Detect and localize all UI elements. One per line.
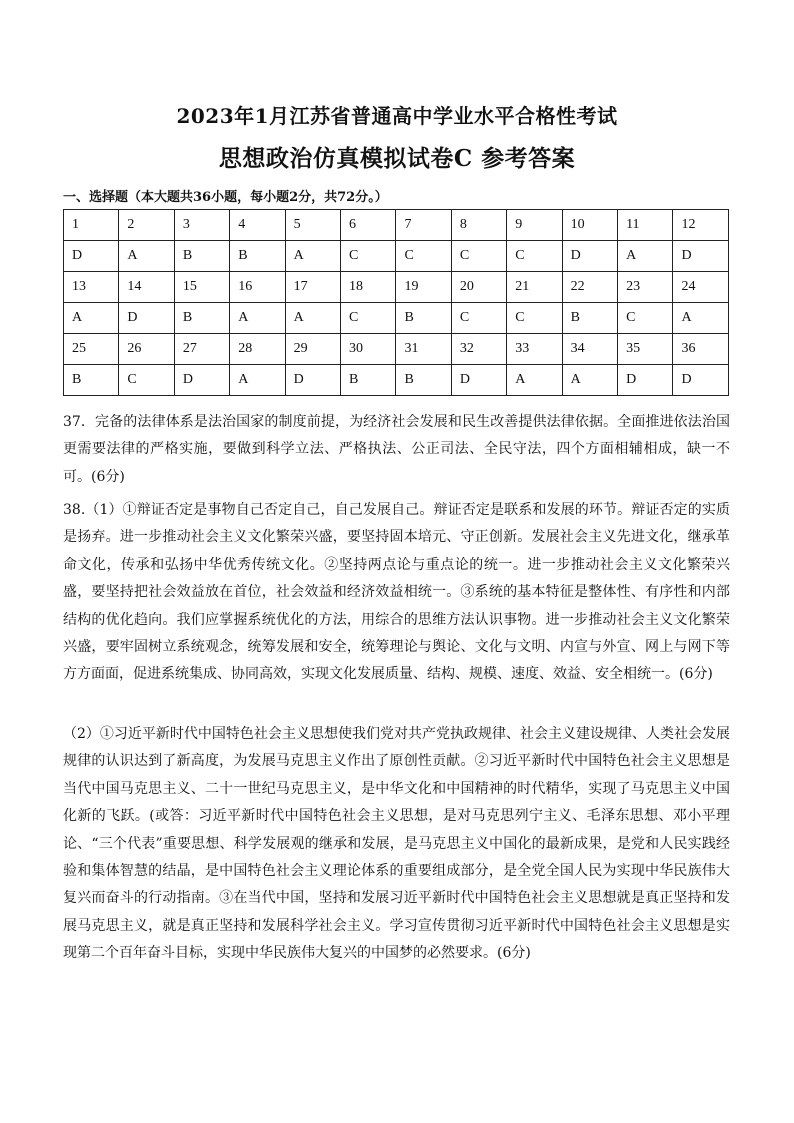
question-number-cell: 25 bbox=[64, 334, 119, 365]
answer-letter-cell: A bbox=[618, 241, 673, 272]
answer-letter-cell: A bbox=[119, 241, 174, 272]
answer-letter-cell: D bbox=[673, 241, 729, 272]
answer-letter-cell: B bbox=[64, 365, 119, 396]
answer-letter-cell: C bbox=[618, 303, 673, 334]
question-number-cell: 15 bbox=[174, 272, 229, 303]
question-number-cell: 17 bbox=[285, 272, 340, 303]
answer-letter-cell: B bbox=[230, 241, 285, 272]
answer-q38-part1: 38.（1）①辩证否定是事物自己否定自己，自己发展自己。辩证否定是联系和发展的环节。辩证否定的实质是扬弃。进一步推动社会主义文化繁荣兴盛，要坚持固本培元、守正创新。发展社会主义先进文化，继承革命文化，传承和弘扬中华优秀传统文化。②坚持两点论与重点论的统一。进一步推动社会主义文化繁荣兴盛，要坚持把社会效益放在首位，社会效益和经济效益相统一。③系统的基本特征是整体性、有序性和内部结构的优化趋向。我们应掌握系统优化的方法，用综合的思维方法认识事物。进一步推动社会主义文化繁荣兴盛，要牢固树立系统观念，统筹发展和安全，统筹理论与舆论、文化与文明、内宣与外宣、网上与网下等方方面面，促进系统集成、协同高效，实现文化发展质量、结构、规模、速度、效益、安全相统一。(6分) bbox=[63, 502, 730, 683]
section-heading-multiple-choice: 一、选择题（本大题共36小题，每小题2分，共72分。） bbox=[63, 190, 388, 205]
question-number-cell: 10 bbox=[562, 210, 617, 241]
question-number-cell: 24 bbox=[673, 272, 729, 303]
answer-letter-cell: A bbox=[285, 303, 340, 334]
answer-letter-cell: C bbox=[507, 303, 562, 334]
question-number-cell: 2 bbox=[119, 210, 174, 241]
question-number-cell: 1 bbox=[64, 210, 119, 241]
answer-letter-cell: B bbox=[174, 241, 229, 272]
answer-letter-cell: B bbox=[341, 365, 396, 396]
question-number-row bbox=[64, 334, 729, 365]
answer-letter-cell: A bbox=[230, 303, 285, 334]
answer-letter-cell: D bbox=[174, 365, 229, 396]
answer-letter-cell: C bbox=[341, 241, 396, 272]
question-number-cell: 13 bbox=[64, 272, 119, 303]
question-number-cell: 5 bbox=[285, 210, 340, 241]
question-number-cell: 12 bbox=[673, 210, 729, 241]
question-number-cell: 9 bbox=[507, 210, 562, 241]
answer-letter-cell: A bbox=[673, 303, 729, 334]
answer-letter-cell: D bbox=[285, 365, 340, 396]
question-number-cell: 27 bbox=[174, 334, 229, 365]
question-number-cell: 3 bbox=[174, 210, 229, 241]
question-number-cell: 35 bbox=[618, 334, 673, 365]
question-number-cell: 16 bbox=[230, 272, 285, 303]
answer-letter-cell: A bbox=[285, 241, 340, 272]
answer-letter-row bbox=[64, 241, 729, 272]
answer-letter-row bbox=[64, 303, 729, 334]
answer-letter-cell: C bbox=[507, 241, 562, 272]
answer-q37: 37．完备的法律体系是法治国家的制度前提，为经济社会发展和民生改善提供法律依据。全面推进依法治国更需要法律的严格实施，要做到科学立法、严格执法、公正司法、全民守法，四个方面相辅相成，缺一不可。(6分) bbox=[63, 414, 730, 485]
question-number-cell: 22 bbox=[562, 272, 617, 303]
answer-letter-cell: A bbox=[230, 365, 285, 396]
question-number-cell: 6 bbox=[341, 210, 396, 241]
answer-letter-cell: B bbox=[396, 365, 451, 396]
answer-letter-cell: A bbox=[507, 365, 562, 396]
answer-letter-cell: C bbox=[119, 365, 174, 396]
document-subtitle: 思想政治仿真模拟试卷C 参考答案 bbox=[218, 145, 576, 172]
question-number-cell: 7 bbox=[396, 210, 451, 241]
question-number-cell: 26 bbox=[119, 334, 174, 365]
question-number-cell: 32 bbox=[451, 334, 506, 365]
question-number-cell: 30 bbox=[341, 334, 396, 365]
answer-letter-cell: D bbox=[562, 241, 617, 272]
question-number-cell: 34 bbox=[562, 334, 617, 365]
answer-letter-cell: D bbox=[451, 365, 506, 396]
question-number-row bbox=[64, 272, 729, 303]
answer-letter-cell: A bbox=[64, 303, 119, 334]
answer-letter-cell: D bbox=[119, 303, 174, 334]
answer-letter-cell: C bbox=[451, 241, 506, 272]
answer-letter-cell: B bbox=[174, 303, 229, 334]
question-number-cell: 14 bbox=[119, 272, 174, 303]
question-number-cell: 19 bbox=[396, 272, 451, 303]
answer-letter-cell: B bbox=[562, 303, 617, 334]
question-number-cell: 8 bbox=[451, 210, 506, 241]
document-title: 2023年1月江苏省普通高中学业水平合格性考试 bbox=[176, 104, 618, 128]
question-number-cell: 29 bbox=[285, 334, 340, 365]
question-number-cell: 11 bbox=[618, 210, 673, 241]
answer-letter-row bbox=[64, 365, 729, 396]
question-number-cell: 28 bbox=[230, 334, 285, 365]
answer-letter-cell: C bbox=[451, 303, 506, 334]
question-number-cell: 18 bbox=[341, 272, 396, 303]
question-number-row bbox=[64, 210, 729, 241]
answer-letter-cell: D bbox=[64, 241, 119, 272]
question-number-cell: 31 bbox=[396, 334, 451, 365]
answer-q38-part2: （2）①习近平新时代中国特色社会主义思想使我们党对共产党执政规律、社会主义建设规律、人类社会发展规律的认识达到了新高度，为发展马克思主义作出了原创性贡献。②习近平新时代中国特色社会主义思想是当代中国马克思主义、二十一世纪马克思主义，是中华文化和中国精神的时代精华，实现了马克思主义中国化新的飞跃。(或答：习近平新时代中国特色社会主义思想，是对马克思列宁主义、毛泽东思想、邓小平理论、“三个代表”重要思想、科学发展观的继承和发展，是马克思主义中国化的最新成果，是党和人民实践经验和集体智慧的结晶，是中国特色社会主义理论体系的重要组成部分，是全党全国人民为实现中华民族伟大复兴而奋斗的行动指南。③在当代中国，坚持和发展习近平新时代中国特色社会主义思想就是真正坚持和发展马克思主义，就是真正坚持和发展科学社会主义。学习宣传贯彻习近平新时代中国特色社会主义思想是实现第二个百年奋斗目标，实现中华民族伟大复兴的中国梦的必然要求。(6分) bbox=[63, 726, 730, 962]
question-number-cell: 20 bbox=[451, 272, 506, 303]
answer-letter-cell: C bbox=[396, 241, 451, 272]
question-number-cell: 23 bbox=[618, 272, 673, 303]
question-number-cell: 36 bbox=[673, 334, 729, 365]
answer-letter-cell: D bbox=[618, 365, 673, 396]
question-number-cell: 21 bbox=[507, 272, 562, 303]
answer-letter-cell: D bbox=[673, 365, 729, 396]
question-number-cell: 4 bbox=[230, 210, 285, 241]
question-number-cell: 33 bbox=[507, 334, 562, 365]
answer-letter-cell: C bbox=[341, 303, 396, 334]
answer-letter-cell: B bbox=[396, 303, 451, 334]
answer-table bbox=[63, 209, 729, 396]
answer-letter-cell: A bbox=[562, 365, 617, 396]
